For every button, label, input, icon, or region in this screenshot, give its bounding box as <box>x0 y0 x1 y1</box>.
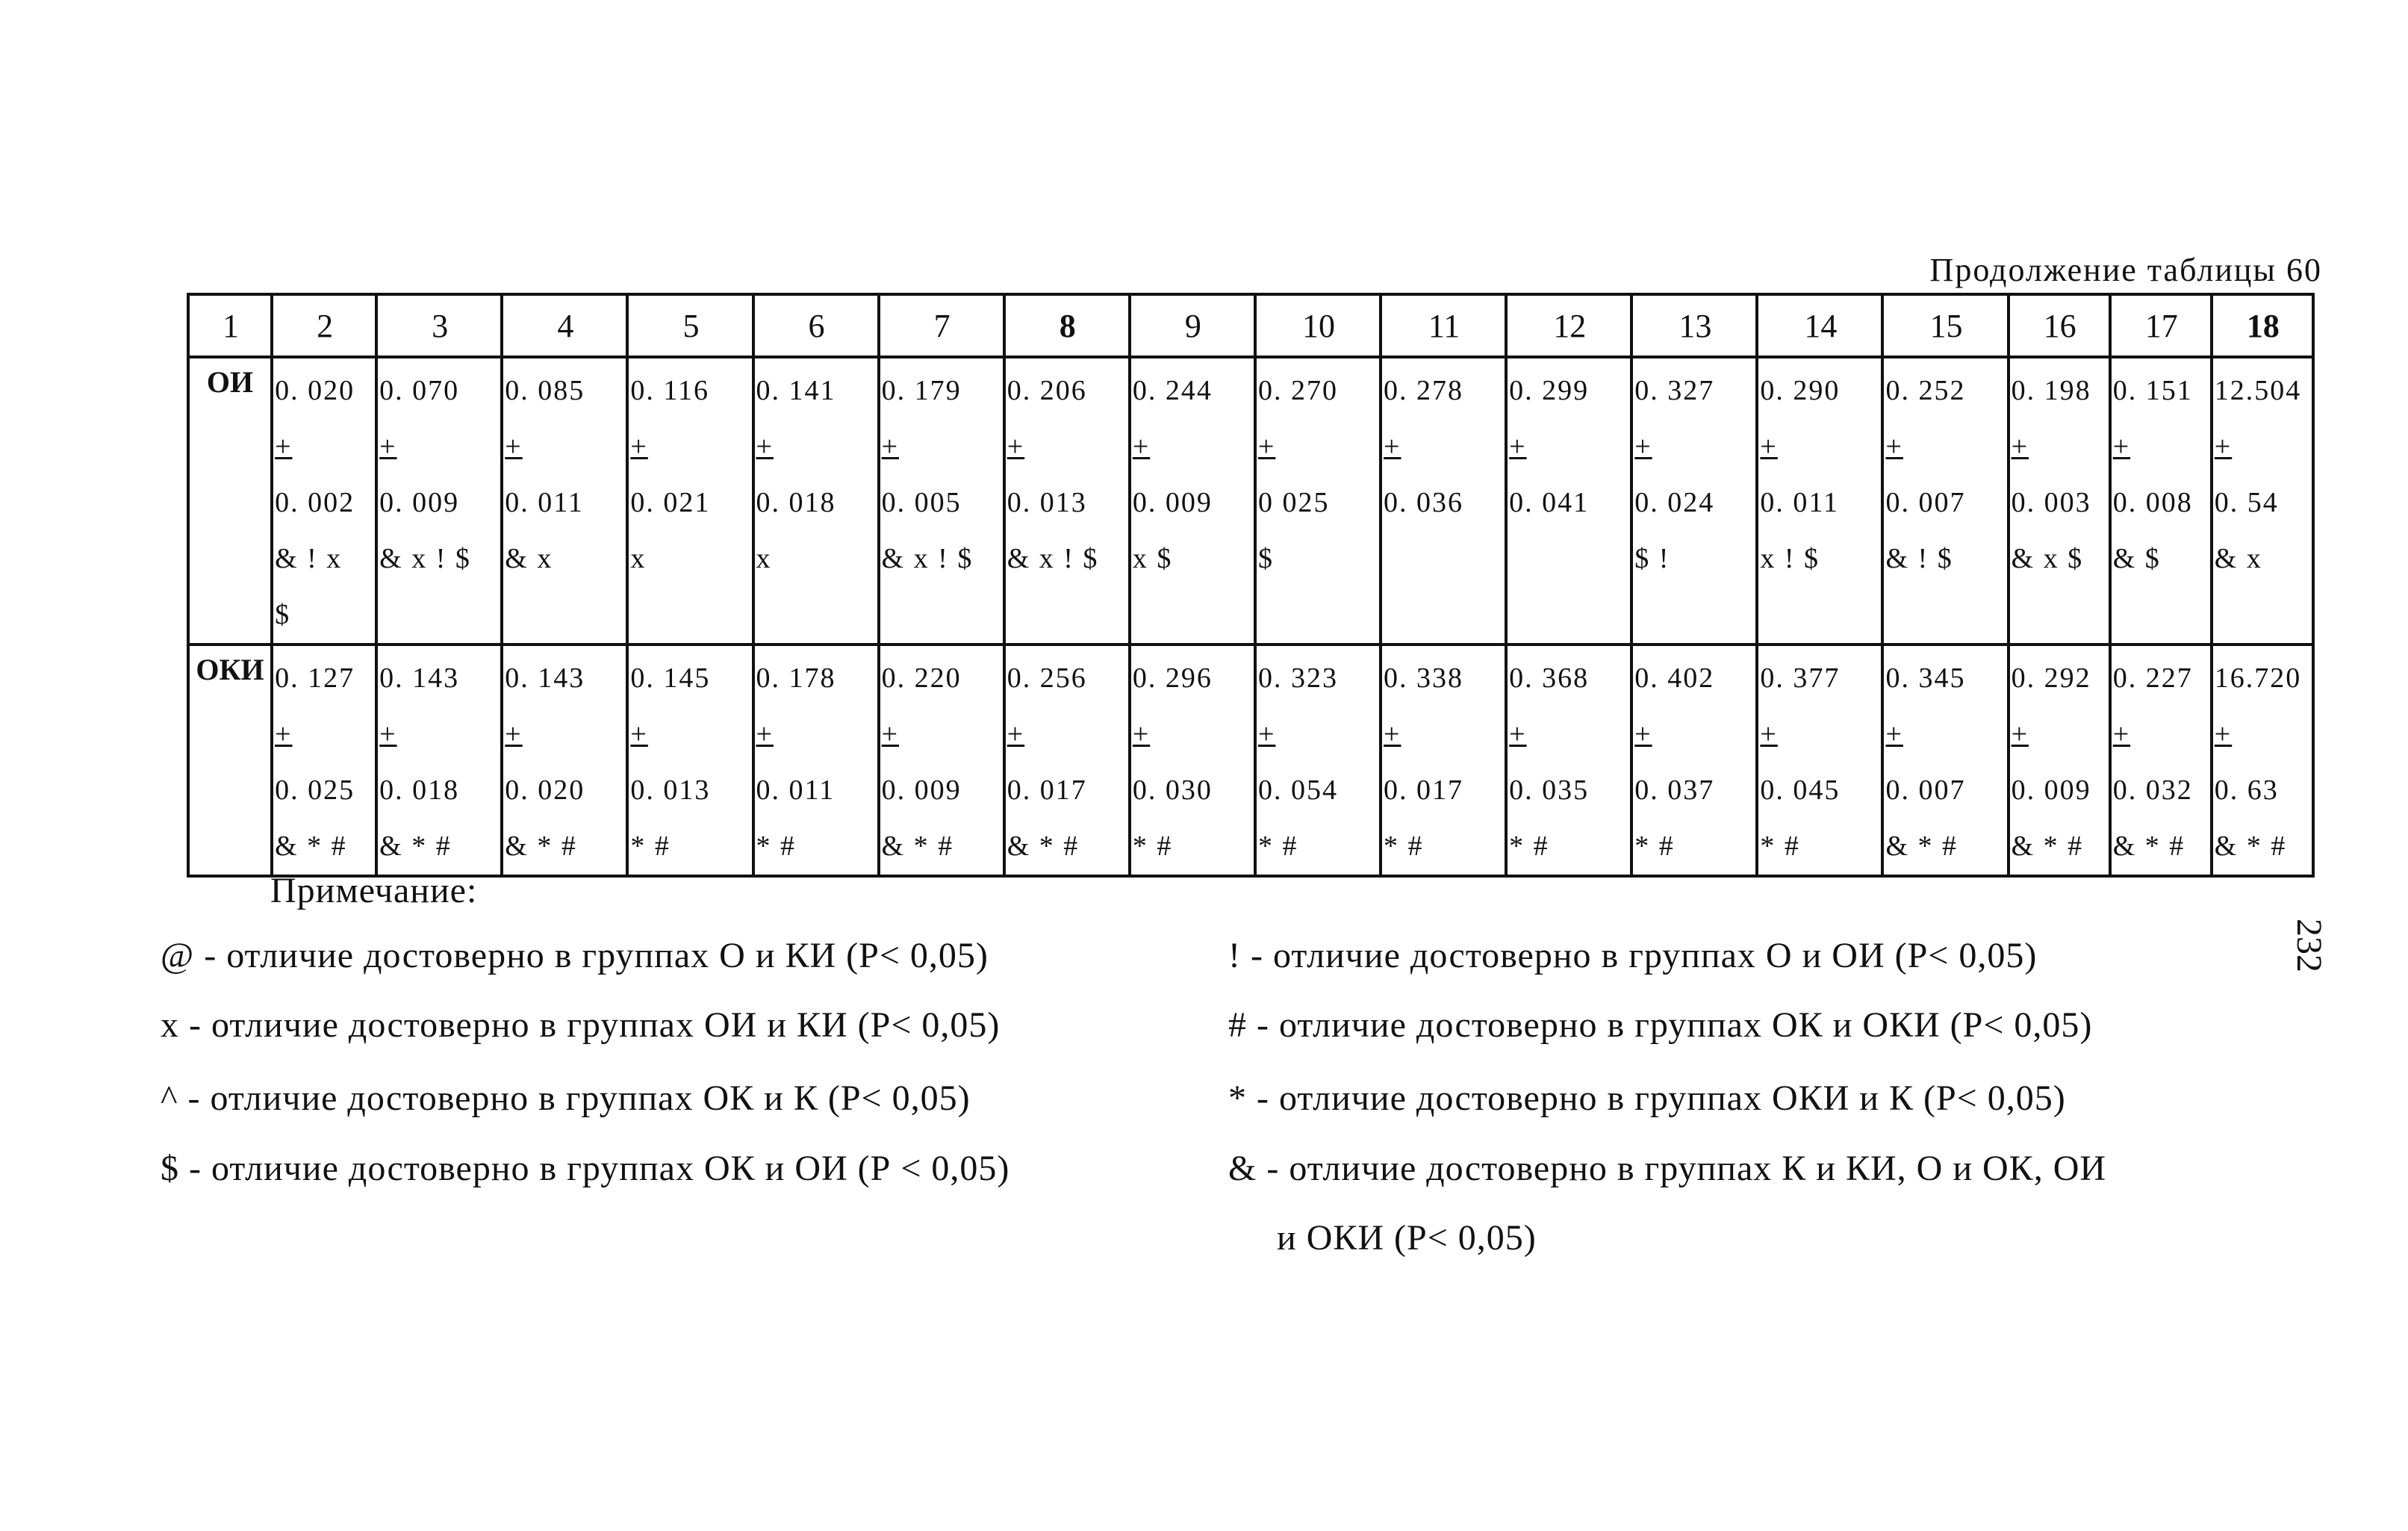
cell-significance-marks: $ <box>275 599 291 630</box>
cell-mean: 0. 151 <box>2112 375 2193 406</box>
cell-error: 0. 009 <box>881 774 962 806</box>
cell-plus-minus: + <box>881 431 900 462</box>
cell-error: 0. 009 <box>2011 774 2091 806</box>
cell-mean: 0. 377 <box>1760 662 1841 694</box>
cell-error: 0. 003 <box>2011 487 2091 518</box>
column-header-15: 15 <box>1882 294 2008 357</box>
cell-error: 0. 007 <box>1885 487 1966 518</box>
cell-significance-marks: x <box>756 543 772 574</box>
legend-right-2: # - отличие достоверно в группах ОК и ОКИ (Р< 0,05) <box>1228 1005 2093 1045</box>
table-caption: Продолжение таблицы 60 <box>1929 252 2322 288</box>
cell-plus-minus: + <box>1509 431 1527 462</box>
cell-mean: 0. 345 <box>1885 662 1966 694</box>
cell-mean: 0. 299 <box>1509 375 1590 406</box>
cell-error: 0. 008 <box>2112 487 2193 518</box>
cell-significance-marks: x <box>630 543 647 574</box>
cell-significance-marks: & * # <box>379 830 452 862</box>
column-header-8: 8 <box>1004 294 1130 357</box>
cell-plus-minus: + <box>1384 431 1401 462</box>
table-cell <box>502 645 627 876</box>
cell-mean: 0. 296 <box>1132 662 1213 694</box>
column-header-9: 9 <box>1130 294 1255 357</box>
cell-plus-minus: + <box>756 431 774 462</box>
cell-plus-minus: + <box>1760 431 1778 462</box>
cell-error: 0. 007 <box>1885 774 1966 806</box>
cell-mean: 0. 323 <box>1257 662 1338 694</box>
table-cell <box>1882 645 2008 876</box>
table-cell <box>1004 645 1130 876</box>
cell-significance-marks: x $ <box>1132 543 1173 574</box>
cell-plus-minus: + <box>1885 718 1903 750</box>
cell-plus-minus: + <box>1885 431 1903 462</box>
column-header-18: 18 <box>2212 294 2313 357</box>
cell-plus-minus: + <box>881 718 900 750</box>
legend-right-5: и ОКИ (Р< 0,05) <box>1277 1218 1537 1258</box>
cell-mean: 0. 143 <box>505 662 585 694</box>
legend-right-1: ! - отличие достоверно в группах О и ОИ (Р< 0,05) <box>1228 936 2038 975</box>
table-row <box>188 645 2313 876</box>
cell-mean: 0. 256 <box>1007 662 1087 694</box>
cell-significance-marks: * # <box>1132 830 1173 862</box>
cell-error: 0. 002 <box>275 487 355 518</box>
cell-plus-minus: + <box>1132 431 1151 462</box>
cell-error: 0. 021 <box>630 487 711 518</box>
cell-plus-minus: + <box>275 718 293 750</box>
cell-significance-marks: & * # <box>505 830 577 862</box>
cell-error: 0. 032 <box>2112 774 2193 806</box>
cell-plus-minus: + <box>2214 718 2233 750</box>
cell-mean: 0. 127 <box>275 662 355 694</box>
table-cell <box>753 645 879 876</box>
cell-error: 0. 018 <box>756 487 836 518</box>
cell-error: 0. 045 <box>1760 774 1841 806</box>
legend-left-2: x - отличие достоверно в группах ОИ и КИ (Р< 0,05) <box>161 1005 1001 1045</box>
table-cell <box>2212 357 2313 645</box>
cell-error: 0. 025 <box>275 774 355 806</box>
cell-significance-marks: * # <box>1384 830 1424 862</box>
column-header-5: 5 <box>627 294 753 357</box>
cell-plus-minus: + <box>1132 718 1151 750</box>
cell-error: 0. 013 <box>1007 487 1087 518</box>
cell-error: 0. 035 <box>1509 774 1590 806</box>
cell-error: 0. 017 <box>1384 774 1464 806</box>
cell-mean: 0. 206 <box>1007 375 1087 406</box>
legend-right-4: & - отличие достоверно в группах К и КИ, О и ОК, ОИ <box>1228 1149 2107 1188</box>
cell-error: 0. 005 <box>881 487 962 518</box>
table-cell <box>1130 357 1255 645</box>
note-title: Примечание: <box>270 871 478 910</box>
table-cell <box>2009 645 2110 876</box>
cell-mean: 0. 145 <box>630 662 711 694</box>
table-cell <box>2009 357 2110 645</box>
cell-significance-marks: & x ! $ <box>1007 543 1099 574</box>
cell-significance-marks: * # <box>630 830 671 862</box>
cell-plus-minus: + <box>1634 718 1652 750</box>
cell-mean: 0. 278 <box>1384 375 1464 406</box>
legend-right-3: * - отличие достоверно в группах ОКИ и К (Р< 0,05) <box>1228 1078 2066 1118</box>
cell-plus-minus: + <box>2011 718 2029 750</box>
cell-error: 0. 030 <box>1132 774 1213 806</box>
cell-error: 0. 63 <box>2214 774 2279 806</box>
table-cell <box>627 357 753 645</box>
cell-plus-minus: + <box>1634 431 1652 462</box>
cell-significance-marks: & * # <box>2214 830 2287 862</box>
table-cell <box>376 645 502 876</box>
cell-mean: 0. 270 <box>1257 375 1338 406</box>
cell-plus-minus: + <box>1384 718 1401 750</box>
cell-mean: 0. 252 <box>1885 375 1966 406</box>
page-number: 232 <box>2289 919 2329 972</box>
column-header-10: 10 <box>1255 294 1381 357</box>
cell-significance-marks: & x <box>505 543 553 574</box>
cell-plus-minus: + <box>2112 431 2131 462</box>
cell-significance-marks: & ! x <box>275 543 343 574</box>
cell-plus-minus: + <box>630 718 648 750</box>
cell-significance-marks: $ <box>1257 543 1274 574</box>
cell-significance-marks: & x ! $ <box>379 543 471 574</box>
column-header-1: 1 <box>188 294 272 357</box>
table-cell <box>272 645 376 876</box>
cell-significance-marks: & * # <box>881 830 954 862</box>
cell-plus-minus: + <box>505 718 523 750</box>
cell-plus-minus: + <box>1007 431 1025 462</box>
cell-mean: 0. 220 <box>881 662 962 694</box>
cell-plus-minus: + <box>1257 431 1276 462</box>
column-header-3: 3 <box>376 294 502 357</box>
table-cell <box>1004 357 1130 645</box>
cell-error: 0. 009 <box>379 487 460 518</box>
cell-mean: 0. 327 <box>1634 375 1715 406</box>
cell-mean: 0. 141 <box>756 375 836 406</box>
cell-plus-minus: + <box>630 431 648 462</box>
table-cell <box>1506 357 1631 645</box>
table-cell <box>879 357 1004 645</box>
cell-mean: 0. 020 <box>275 375 355 406</box>
cell-significance-marks: & x ! $ <box>881 543 974 574</box>
column-header-16: 16 <box>2009 294 2110 357</box>
cell-plus-minus: + <box>756 718 774 750</box>
cell-plus-minus: + <box>1257 718 1276 750</box>
cell-significance-marks <box>1509 531 1630 587</box>
cell-error: 0. 054 <box>1257 774 1338 806</box>
cell-plus-minus: + <box>505 431 523 462</box>
cell-plus-minus: + <box>2011 431 2029 462</box>
cell-significance-marks: & ! $ <box>1885 543 1953 574</box>
cell-mean: 16.720 <box>2214 662 2302 694</box>
cell-significance-marks: & x <box>2214 543 2262 574</box>
cell-plus-minus: + <box>1509 718 1527 750</box>
table-cell <box>502 357 627 645</box>
table-row <box>188 357 2313 645</box>
table-cell <box>1381 357 1506 645</box>
cell-error: 0. 009 <box>1132 487 1213 518</box>
cell-significance-marks: * # <box>1634 830 1675 862</box>
column-header-2: 2 <box>272 294 376 357</box>
column-header-12: 12 <box>1506 294 1631 357</box>
cell-mean: 0. 368 <box>1509 662 1590 694</box>
cell-significance-marks: x ! $ <box>1760 543 1820 574</box>
cell-significance-marks: & * # <box>1007 830 1080 862</box>
cell-mean: 0. 070 <box>379 375 460 406</box>
column-header-13: 13 <box>1631 294 1757 357</box>
cell-error: 0. 024 <box>1634 487 1715 518</box>
cell-error: 0. 041 <box>1509 487 1590 518</box>
cell-mean: 0. 178 <box>756 662 836 694</box>
cell-error: 0 025 <box>1257 487 1330 518</box>
table-cell <box>376 357 502 645</box>
cell-plus-minus: + <box>379 431 397 462</box>
table-cell <box>627 645 753 876</box>
table-cell <box>2110 357 2212 645</box>
cell-significance-marks: * # <box>1257 830 1298 862</box>
cell-mean: 0. 338 <box>1384 662 1464 694</box>
cell-error: 0. 018 <box>379 774 460 806</box>
table-cell <box>1882 357 2008 645</box>
cell-mean: 0. 402 <box>1634 662 1715 694</box>
cell-significance-marks <box>1384 531 1505 587</box>
data-table <box>187 293 2315 878</box>
cell-mean: 0. 244 <box>1132 375 1213 406</box>
column-header-11: 11 <box>1381 294 1506 357</box>
table-cell <box>1255 645 1381 876</box>
column-header-7: 7 <box>879 294 1004 357</box>
cell-mean: 0. 179 <box>881 375 962 406</box>
cell-plus-minus: + <box>275 431 293 462</box>
cell-significance-marks: * # <box>1760 830 1800 862</box>
legend-left-4: $ - отличие достоверно в группах ОК и ОИ (Р < 0,05) <box>161 1149 1010 1188</box>
table-cell <box>2110 645 2212 876</box>
column-header-17: 17 <box>2110 294 2212 357</box>
row-label: ОКИ <box>188 645 272 876</box>
table-cell <box>2212 645 2313 876</box>
cell-significance-marks: & $ <box>2112 543 2161 574</box>
cell-plus-minus: + <box>2112 718 2131 750</box>
table-cell <box>879 645 1004 876</box>
table-cell <box>1631 645 1757 876</box>
cell-error: 0. 013 <box>630 774 711 806</box>
cell-mean: 0. 227 <box>2112 662 2193 694</box>
cell-error: 0. 017 <box>1007 774 1087 806</box>
cell-mean: 0. 290 <box>1760 375 1841 406</box>
cell-error: 0. 011 <box>505 487 584 518</box>
cell-significance-marks: & x $ <box>2011 543 2084 574</box>
table-cell <box>1757 645 1882 876</box>
cell-error: 0. 011 <box>756 774 836 806</box>
cell-mean: 12.504 <box>2214 375 2302 406</box>
cell-mean: 0. 292 <box>2011 662 2091 694</box>
table-cell <box>1381 645 1506 876</box>
table-cell <box>1506 645 1631 876</box>
table-cell <box>1757 357 1882 645</box>
column-header-6: 6 <box>753 294 879 357</box>
cell-mean: 0. 085 <box>505 375 585 406</box>
cell-significance-marks: & * # <box>2011 830 2084 862</box>
cell-plus-minus: + <box>2214 431 2233 462</box>
legend-left-3: ^ - отличие достоверно в группах ОК и К (Р< 0,05) <box>161 1078 971 1118</box>
cell-mean: 0. 198 <box>2011 375 2091 406</box>
cell-error: 0. 011 <box>1760 487 1839 518</box>
header-row <box>188 294 2313 357</box>
table-cell <box>1255 357 1381 645</box>
cell-plus-minus: + <box>379 718 397 750</box>
cell-error: 0. 036 <box>1384 487 1464 518</box>
table-cell <box>1130 645 1255 876</box>
table-cell <box>272 357 376 645</box>
legend-left-1: @ - отличие достоверно в группах О и КИ (Р< 0,05) <box>161 936 989 975</box>
cell-significance-marks: $ ! <box>1634 543 1670 574</box>
table-cell <box>753 357 879 645</box>
cell-plus-minus: + <box>1007 718 1025 750</box>
column-header-14: 14 <box>1757 294 1882 357</box>
cell-mean: 0. 143 <box>379 662 460 694</box>
cell-significance-marks: * # <box>756 830 796 862</box>
cell-significance-marks: & * # <box>1885 830 1959 862</box>
column-header-4: 4 <box>502 294 627 357</box>
cell-plus-minus: + <box>1760 718 1778 750</box>
cell-error: 0. 037 <box>1634 774 1715 806</box>
cell-significance-marks: * # <box>1509 830 1549 862</box>
cell-significance-marks: & * # <box>2112 830 2185 862</box>
cell-significance-marks: & * # <box>275 830 347 862</box>
cell-error: 0. 020 <box>505 774 585 806</box>
cell-error: 0. 54 <box>2214 487 2279 518</box>
table-cell <box>1631 357 1757 645</box>
cell-mean: 0. 116 <box>630 375 709 406</box>
row-label: ОИ <box>188 357 272 645</box>
